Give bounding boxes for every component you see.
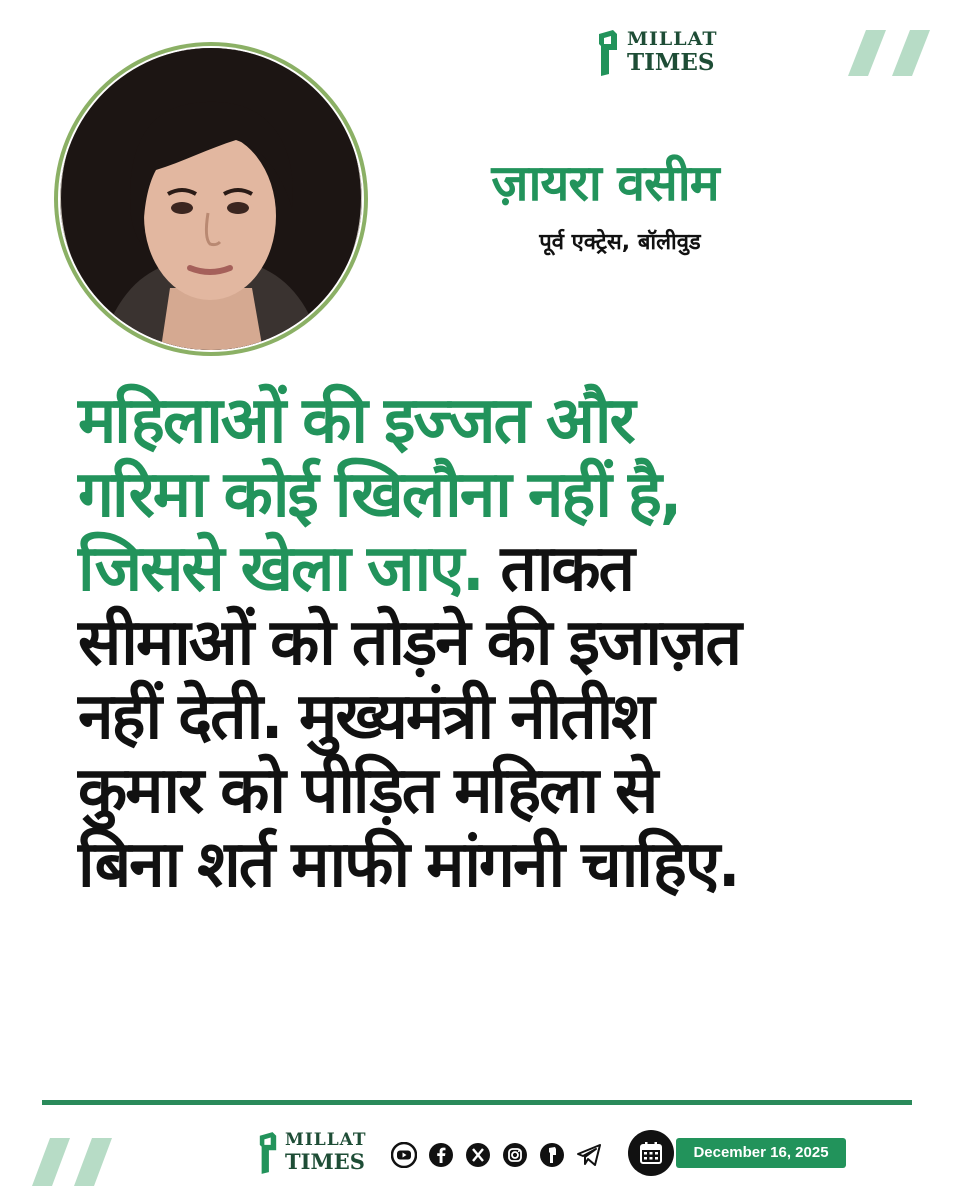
quote-body-text: नहीं देती. मुख्यमंत्री नीतीश xyxy=(78,680,653,754)
millat-logo-icon xyxy=(597,30,619,76)
speaker-role: पूर्व एक्ट्रेस, बॉलीवुड xyxy=(539,230,701,255)
quote-line xyxy=(78,754,918,828)
quote-highlight-text: जिससे खेला जाए. xyxy=(78,532,483,606)
footer-divider xyxy=(42,1100,912,1105)
portrait-photo xyxy=(60,48,362,350)
quote-line xyxy=(78,680,918,754)
publish-date: December 16, 2025 xyxy=(676,1138,846,1168)
brand-name-line2: TIMES xyxy=(285,1149,365,1174)
footer-brand-logo xyxy=(258,1130,388,1176)
quote-text xyxy=(78,384,918,902)
quote-body-text: कुमार को पीड़ित महिला से xyxy=(78,754,657,828)
brand-logo xyxy=(597,28,737,78)
quote-line xyxy=(78,606,918,680)
brand-name-line2: TIMES xyxy=(627,49,715,76)
quote-body-text: ताकत xyxy=(482,532,634,606)
speaker-name: ज़ायरा वसीम xyxy=(491,154,719,212)
quote-body-text: बिना शर्त माफी मांगनी चाहिए. xyxy=(78,828,739,902)
social-links xyxy=(390,1140,603,1170)
quote-line xyxy=(78,828,918,902)
instagram-icon[interactable] xyxy=(501,1141,529,1169)
millat-app-icon[interactable] xyxy=(538,1141,566,1169)
quote-line xyxy=(78,458,918,532)
quote-highlight-text: महिलाओं की इज्जत और xyxy=(78,384,634,458)
speaker-portrait xyxy=(54,42,368,356)
quote-body-text: सीमाओं को तोड़ने की इजाज़त xyxy=(78,606,740,680)
quote-highlight-text: गरिमा कोई खिलौना नहीं है, xyxy=(78,458,680,532)
facebook-icon[interactable] xyxy=(427,1141,455,1169)
quote-mark-icon xyxy=(32,1138,112,1186)
millat-logo-icon xyxy=(258,1132,278,1174)
brand-name-line1: MILLAT xyxy=(627,28,718,50)
brand-name-line1: MILLAT xyxy=(285,1130,367,1150)
quote-mark-icon xyxy=(848,30,930,76)
calendar-icon xyxy=(628,1130,674,1176)
quote-line xyxy=(78,384,918,458)
x-icon[interactable] xyxy=(464,1141,492,1169)
youtube-icon[interactable] xyxy=(390,1141,418,1169)
telegram-icon[interactable] xyxy=(575,1141,603,1169)
quote-line xyxy=(78,532,918,606)
